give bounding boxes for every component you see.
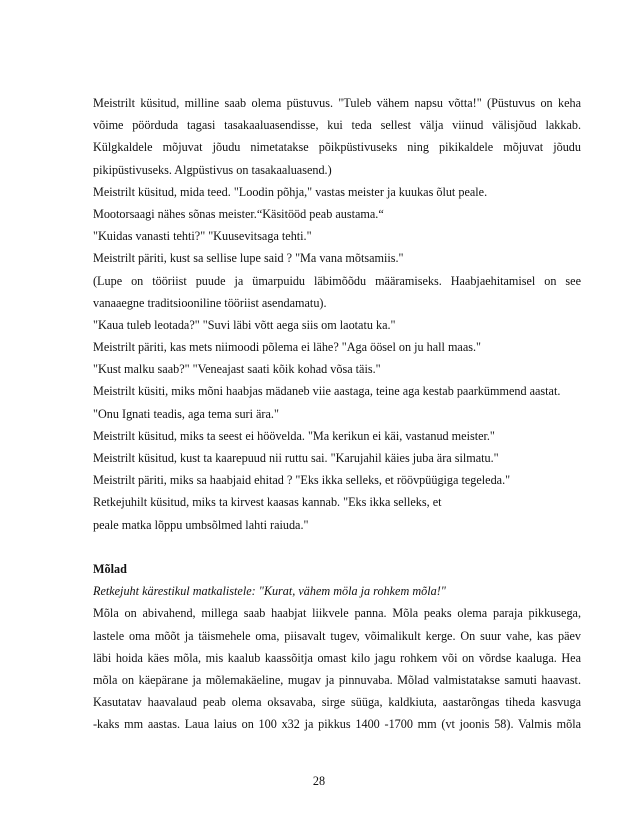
text-line: Mõla on abivahend, millega saab haabjat liikvele panna. Mõla peaks olema paraja pikkusega, [93,606,581,621]
text-line: Meistrilt päriti, miks sa haabjaid ehitad ? "Eks ikka selleks, et röövpüügiga tegeleda." [93,473,511,488]
text-line: Meistrilt küsiti, miks mõni haabjas mädaneb viie aastaga, teine aga kestab paarkümmend aastat. [93,384,561,399]
text-line: Meistrilt päriti, kust sa sellise lupe said ? "Ma vana mõtsamiis." [93,251,404,266]
page-number: 28 [312,774,326,788]
section-heading: Mõlad [93,561,127,576]
text-line: mõla on käepärane ja mõlemakäeline, mugav ja pinnuvaba. Mõlad valmistatakse samuti haavast. [93,672,581,687]
text-line: Meistrilt küsitud, kust ta kaarepuud nii ruttu sai. "Karujahil käies juba ära silmatu." [93,451,499,465]
blank-line [93,536,581,558]
text-line: Külgkaldele mõjuvat jõudu nimetatakse põikpüstivuseks ning pikikaldele mõjuvat jõudu [93,140,581,155]
text-line: vanaaegne traditsiooniline tööriist asendamatu). [93,295,327,310]
text-line: läbi hoida käes mõla, mis kaalub kaassõitja omast kilo jagu rohkem või on võrdse kaaluga. Hea [93,650,581,665]
text-line: Retkejuhilt küsitud, miks ta kirvest kaasas kannab. "Eks ikka selleks, et [93,495,442,510]
text-line: võime pöörduda tagasi tasakaaluasendisse, kui teda sellest välja viinud välisjõud lakkab. [93,118,581,133]
text-line: "Onu Ignati teadis, aga tema suri ära." [93,406,279,421]
text-line: lastele oma mõõt ja täismehele oma, piisavalt tugev, võimalikult kerge. On suur vahe, kas päev [93,628,581,643]
text-line: Meistrilt päriti, kas mets niimoodi põlema ei lähe? "Aga öösel on ju hall maas." [93,340,482,355]
text-line: Kasutatav haavalaud peab olema oksavaba, sirge süüga, kaldkiuta, aastarõngas tiheda kasvuga [93,695,581,710]
text-line: peale matka lõppu umbsõlmed lahti raiuda." [93,517,309,532]
text-line: Mootorsaagi nähes sõnas meister.“Käsitööd peab austama.“ [93,206,384,221]
text-line: -kaks mm aastas. Laua laius on 100 x32 ja pikkus 1400 -1700 mm (vt joonis 58). Valmis mõla [93,717,581,732]
body-text [93,92,581,735]
text-line: "Kust malku saab?" "Veneajast saati kõik kohad võsa täis." [93,362,381,377]
text-line: Meistrilt küsitud, mida teed. "Loodin põhja," vastas meister ja kuukas õlut peale. [93,184,488,199]
text-line: Meistrilt küsitud, miks ta seest ei höövelda. "Ma kerikun ei käi, vastanud meister." [93,428,495,443]
text-line: "Kuidas vanasti tehti?" "Kuusevitsaga tehti." [93,229,312,244]
text-line: pikipüstivuseks. Algpüstivus on tasakaaluasend.) [93,162,332,177]
text-line: (Lupe on tööriist puude ja ümarpuidu läbimõõdu määramiseks. Haabjaehitamisel on see [93,273,581,288]
text-line: "Kaua tuleb leotada?" "Suvi läbi võtt aega siis om laotatu ka." [93,317,396,332]
text-line: Meistrilt küsitud, milline saab olema püstuvus. "Tuleb vähem napsu võtta!" (Püstuvus on keha [93,96,581,110]
section-subtitle: Retkejuht kärestikul matkalistele: "Kurat, vähem möla ja rohkem mõla!" [93,584,446,599]
